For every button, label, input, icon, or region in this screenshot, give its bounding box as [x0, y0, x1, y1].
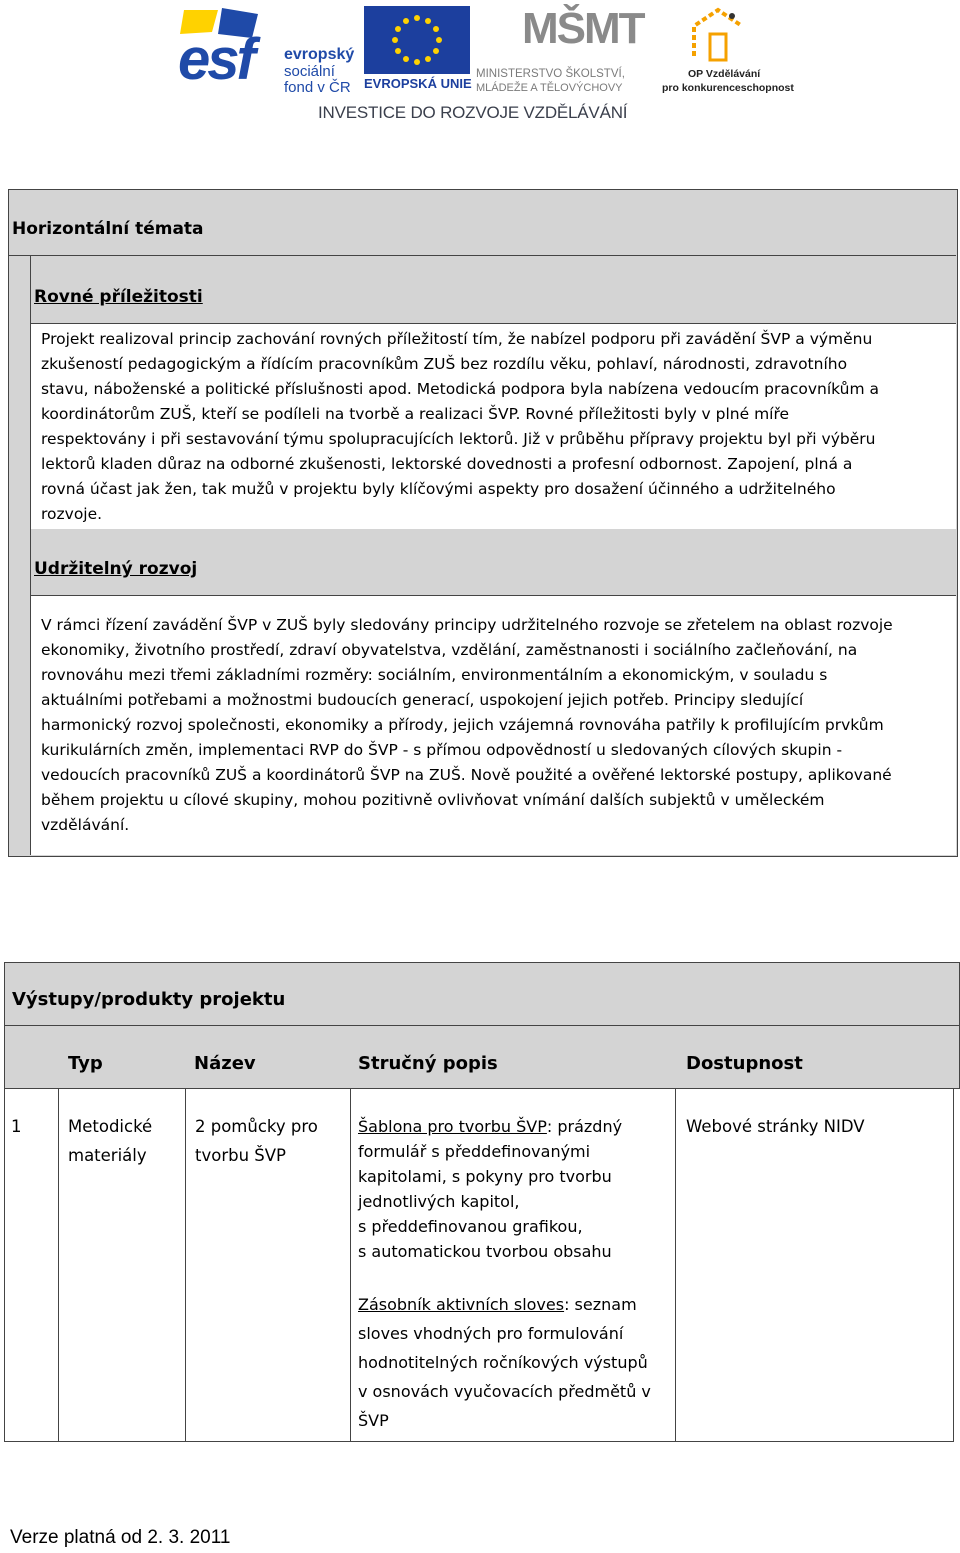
column-header-popis: Stručný popis [358, 1053, 498, 1074]
msmt-line1: MINISTERSTVO ŠKOLSTVÍ, [476, 68, 625, 80]
col-divider-3 [350, 1088, 351, 1441]
cell-nazev-line: tvorbu ŠVP [195, 1146, 286, 1165]
msmt-mark: MŠMT [522, 4, 644, 53]
paragraph-sustainable-development [41, 613, 953, 838]
text-line: V rámci řízení zavádění ŠVP v ZUŠ byly sledovány principy udržitelného rozvoje se zřetelem na oblast rozvoje [41, 616, 893, 634]
desc-line: s automatickou tvorbou obsahu [358, 1242, 612, 1261]
esf-line1: evropský [284, 46, 355, 63]
text-line: lektorů kladen důraz na odborné zkušenosti, lektorské dovednosti a profesní odbornost. Zapojení, plná a [41, 455, 853, 473]
esf-line2: sociální [284, 63, 335, 80]
text-line: Projekt realizoval princip zachování rovných příležitostí tím, že nabízel podporu při zavádění ŠVP a výměnu [41, 330, 873, 348]
text-line: koordinátorům ZUŠ, kteří se podíleli na tvorbě a realizaci ŠVP. Rovné příležitosti byly v plné míře [41, 405, 790, 423]
eu-flag-icon [364, 6, 470, 74]
esf-line3: fond v ČR [284, 79, 351, 96]
desc-line: formulář s předdefinovanými [358, 1142, 591, 1161]
text-line: aktuálními potřebami a možnostmi budoucích generací, uspokojení jejich potřeb. Principy sledující [41, 691, 804, 709]
cell-popis-1 [358, 1114, 674, 1264]
op-line2: pro konkurenceschopnost [662, 82, 794, 94]
text-line: rovnováhu mezi třemi základními rozměry: sociálním, environmentálním a ekonomickým, v souladu s [41, 666, 828, 684]
subsection-title-sustainable-development: Udržitelný rozvoj [34, 559, 198, 579]
msmt-line2: MLÁDEŽE A TĚLOVÝCHOVY [476, 82, 623, 94]
text-line: během projektu u cílové skupiny, mohou pozitivně ovlivňovat vnímání dalších subjektů v uměleckém [41, 791, 825, 809]
cell-typ [68, 1112, 152, 1170]
text-line: kurikulárních změn, implementaci RVP do ŠVP - s přímou odpovědností u sledovaných cílových skupin - [41, 741, 843, 759]
op-line1: OP Vzdělávání [688, 68, 761, 80]
investment-slogan: INVESTICE DO ROZVOJE VZDĚLÁVÁNÍ [318, 103, 628, 122]
text-line: stavu, náboženské a politické příslušnosti apod. Metodická podpora byla nabízena vedoucím pracovníkům a [41, 380, 880, 398]
desc1-first-line [358, 1114, 674, 1139]
esf-logo [178, 4, 356, 96]
op-logo [662, 4, 794, 96]
text-line: ekonomiky, životního prostředí, zdraví obyvatelstva, vzdělání, zaměstnanosti i sociálního začleňování, na [41, 641, 858, 659]
text-line: vedoucích pracovníků ZUŠ a koordinátorů ŠVP na ZUŠ. Nově použité a ověřené lektorské postupy, aplikované [41, 766, 892, 784]
text-line: zkušeností pedagogickým a řídícím pracovníkům ZUŠ bez rozdílu věku, pohlaví, národnosti, zdravotního [41, 355, 848, 373]
col-divider-4 [675, 1088, 676, 1441]
desc2-first-rest: : seznam [564, 1295, 637, 1314]
section-title-horizontal: Horizontální témata [12, 219, 204, 239]
desc-line: v osnovách vyučovacích předmětů v [358, 1382, 651, 1401]
desc2-first-line [358, 1290, 674, 1319]
desc-line: ŠVP [358, 1411, 389, 1430]
op-emblem-icon [682, 4, 752, 64]
col-divider-2 [185, 1088, 186, 1441]
cell-nazev-line: 2 pomůcky pro [195, 1117, 318, 1136]
esf-mark: esf [178, 27, 253, 92]
cell-nazev [195, 1112, 318, 1170]
eu-logo [364, 6, 470, 94]
text-line: rovná účast jak žen, tak mužů v projektu byly klíčovými aspekty pro dosažení účinného a udržitelného [41, 480, 836, 498]
cell-typ-line: Metodické [68, 1117, 153, 1136]
text-line: respektovány i při sestavování týmu spolupracujících lektorů. Již v průběhu přípravy projektu byl při výběru [41, 430, 876, 448]
desc-line: hodnotitelných ročníkových výstupů [358, 1353, 648, 1372]
desc-line: s předdefinovanou grafikou, [358, 1217, 583, 1236]
cell-typ-line: materiály [68, 1146, 147, 1165]
eu-label: EVROPSKÁ UNIE [364, 76, 472, 91]
desc-line: sloves vhodných pro formulování [358, 1324, 624, 1343]
desc1-first-rest: : prázdný [546, 1117, 623, 1136]
desc-line: jednotlivých kapitol, [358, 1192, 520, 1211]
paragraph-equal-opportunities [41, 327, 953, 527]
cell-availability: Webové stránky NIDV [686, 1117, 865, 1136]
desc-line: kapitolami, s pokyny pro tvorbu [358, 1167, 612, 1186]
msmt-logo [476, 4, 656, 96]
row-number: 1 [11, 1117, 22, 1136]
column-header-nazev: Název [194, 1053, 256, 1074]
text-line: rozvoje. [41, 505, 103, 523]
cell-popis-2 [358, 1290, 674, 1435]
text-line: harmonický rozvoj společnosti, ekonomiky a přírody, jejich vzájemná rovnováha patřily k profilujícím prvkům [41, 716, 884, 734]
section-title-outputs: Výstupy/produkty projektu [12, 989, 286, 1010]
column-header-typ: Typ [68, 1053, 103, 1074]
header-logos [0, 0, 960, 125]
link-active-verbs[interactable]: Zásobník aktivních sloves [358, 1295, 565, 1314]
subsection-title-equal-opportunities: Rovné příležitosti [34, 287, 203, 307]
footer-version: Verze platná od 2. 3. 2011 [10, 1527, 231, 1548]
link-template-svp[interactable]: Šablona pro tvorbu ŠVP [358, 1117, 547, 1136]
text-line: vzdělávání. [41, 816, 130, 834]
col-divider-1 [58, 1088, 59, 1441]
column-header-dostupnost: Dostupnost [686, 1053, 803, 1074]
